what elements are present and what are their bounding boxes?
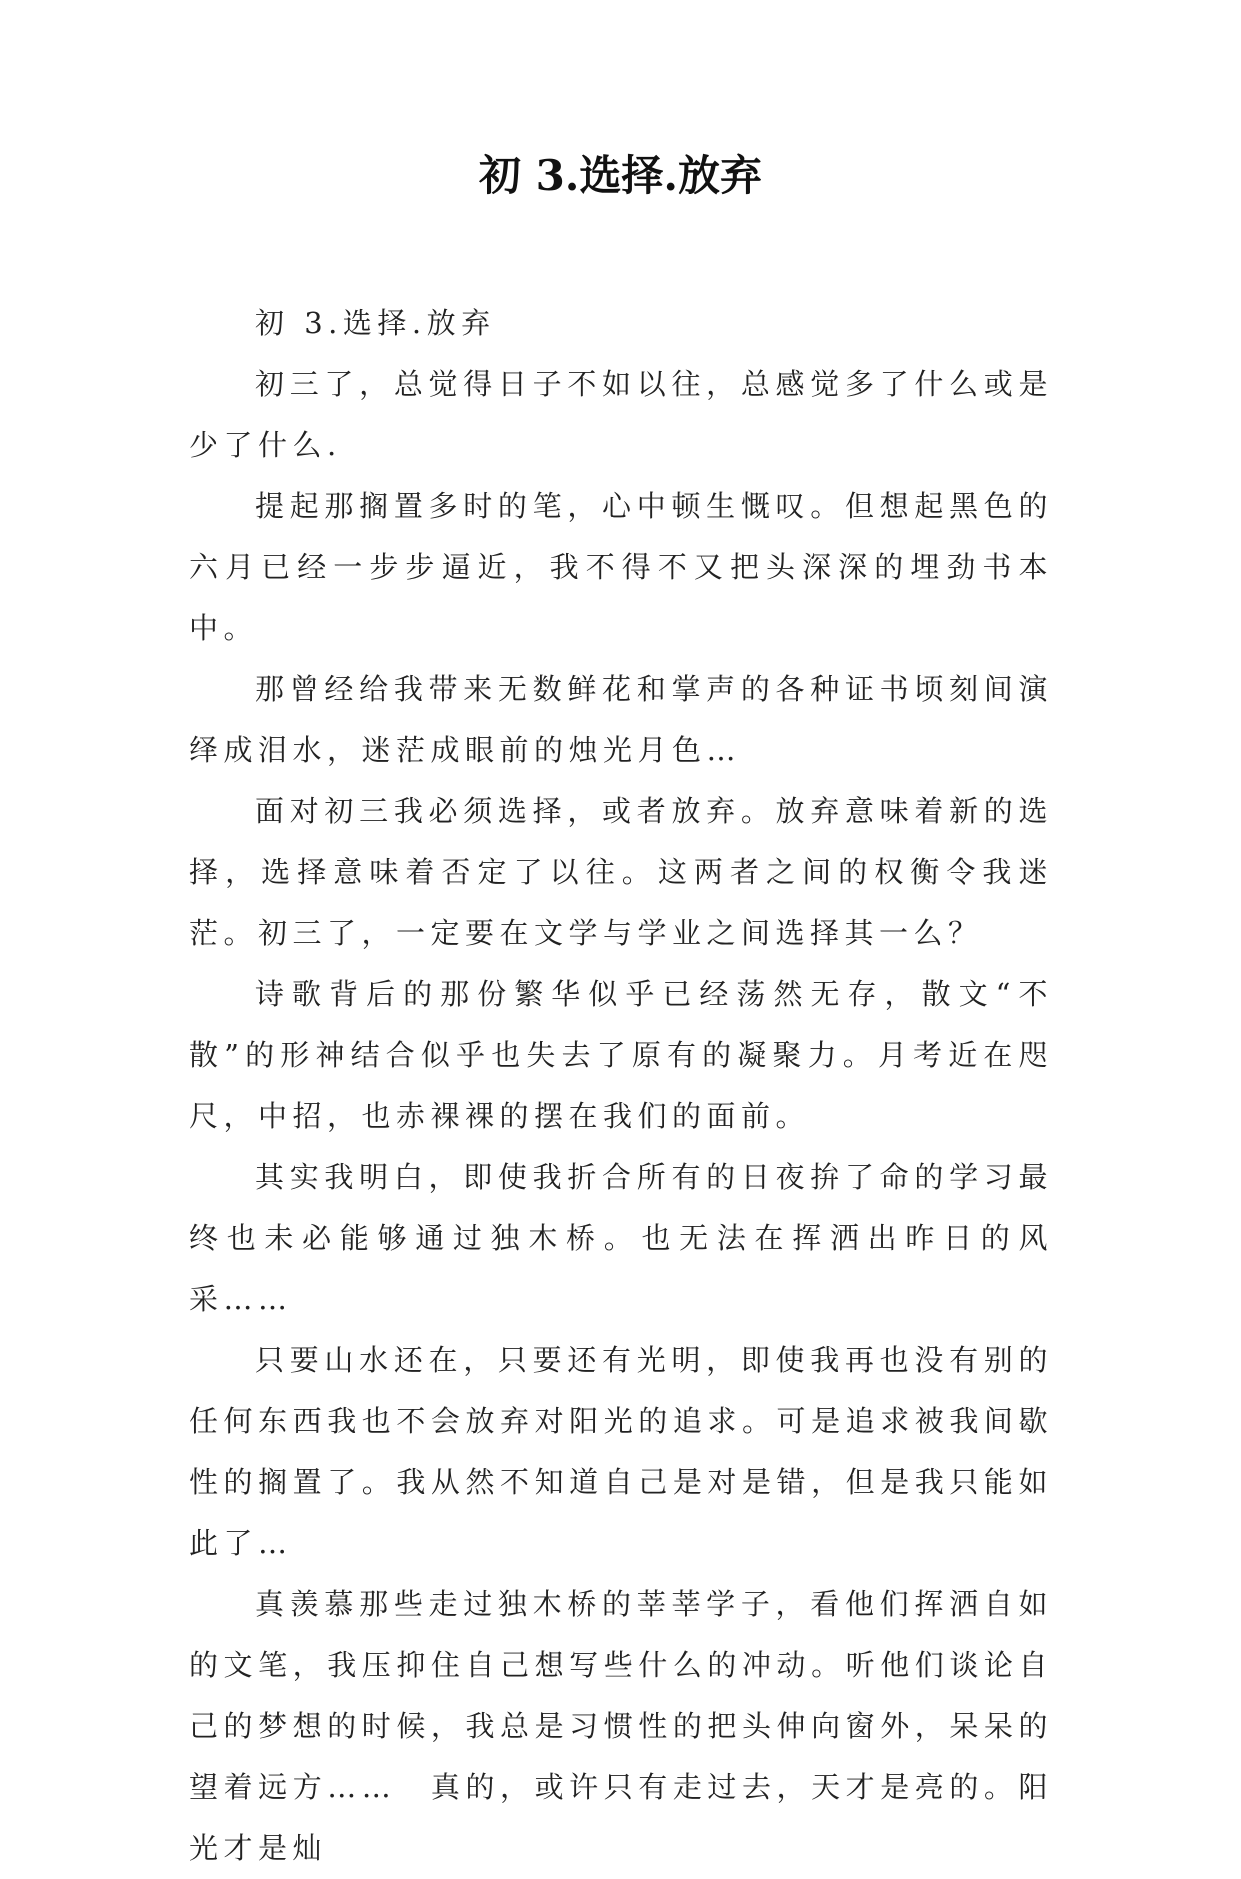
paragraph: 那曾经给我带来无数鲜花和掌声的各种证书顷刻间演绎成泪水，迷茫成眼前的烛光月色… [189, 672, 1053, 767]
paragraph: 只要山水还在，只要还有光明，即使我再也没有别的任何东西我也不会放弃对阳光的追求。可是追求被我间歇性的搁置了。我从然不知道自己是对是错，但是我只能如此了… [189, 1343, 1053, 1560]
document-body [189, 293, 1053, 1879]
paragraph: 面对初三我必须选择，或者放弃。放弃意味着新的选择，选择意味着否定了以往。这两者之间的权衡令我迷茫。初三了，一定要在文学与学业之间选择其一么？ [189, 794, 1053, 950]
paragraph-subtitle: 初 3.选择.放弃 [255, 306, 496, 340]
paragraph: 真羡慕那些走过独木桥的莘莘学子，看他们挥洒自如的文笔，我压抑住自己想写些什么的冲动。听他们谈论自己的梦想的时候，我总是习惯性的把头伸向窗外，呆呆的望着远方…… 真的，或许只有走过去，天才是亮的。阳光才是灿 [189, 1587, 1053, 1865]
paragraph: 其实我明白，即使我折合所有的日夜拚了命的学习最终也未必能够通过独木桥。也无法在挥洒出昨日的风采…… [189, 1160, 1053, 1316]
paragraph: 初三了，总觉得日子不如以往，总感觉多了什么或是少了什么. [189, 367, 1053, 462]
document-title: 初 3.选择.放弃 [478, 151, 763, 200]
paragraph: 诗歌背后的那份繁华似乎已经荡然无存，散文“不散”的形神结合似乎也失去了原有的凝聚力。月考近在咫尺，中招，也赤裸裸的摆在我们的面前。 [189, 977, 1053, 1133]
paragraph: 提起那搁置多时的笔，心中顿生慨叹。但想起黑色的六月已经一步步逼近，我不得不又把头深深的埋劲书本中。 [189, 489, 1053, 645]
